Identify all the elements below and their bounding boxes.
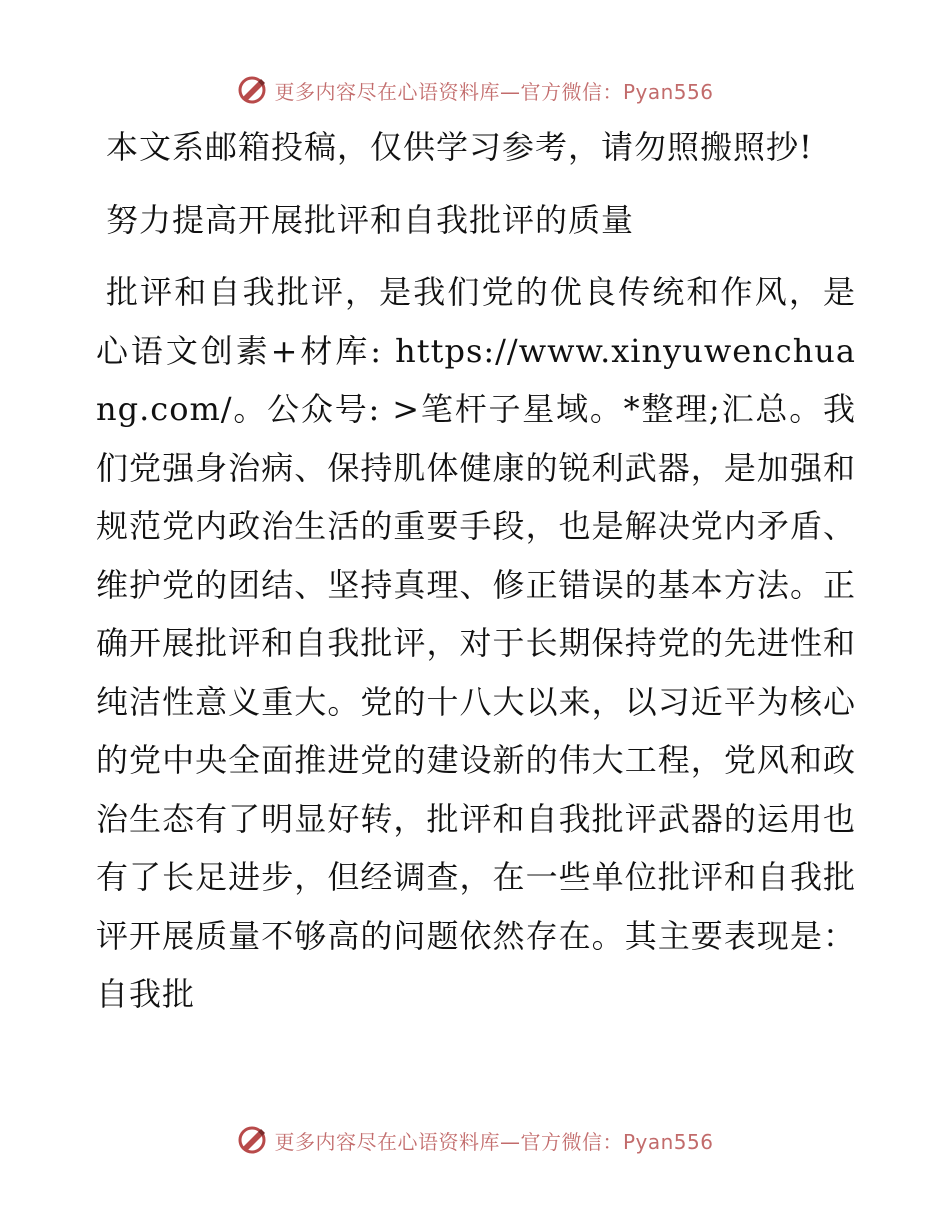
- document-title: 努力提高开展批评和自我批评的质量: [106, 200, 635, 239]
- header-banner-content: [236, 74, 713, 106]
- notice-text: 本文系邮箱投稿，仅供学习参考，请勿照搬照抄!: [106, 128, 813, 166]
- document-content: [96, 118, 856, 1024]
- header-banner: [0, 70, 950, 110]
- header-banner-text: 更多内容尽在心语资料库—官方微信：Pyan556: [274, 79, 714, 104]
- pen-logo-icon: [236, 1124, 268, 1156]
- body-paragraph: 批评和自我批评，是我们党的优良传统和作风，是心语文创素+材库: https://www.xinyuwenchuang.com/。公众号: >笔杆子星域。*整理;汇总。我们党强身治病、保持肌体健康的锐利武器，是加强和规范党内政治生活的重要手段，也是解决党内矛盾、维护党的团结、坚持真理、修正错误的基本方法。正确开展批评和自我批评，对于长期保持党的先进性和纯洁性意义重大。党的十八大以来，以习近平为核心的党中央全面推进党的建设新的伟大工程，党风和政治生态有了明显好转，批评和自我批评武器的运用也有了长足进步，但经调查，在一些单位批评和自我批评开展质量不够高的问题依然存在。其主要表现是：自我批: [96, 273, 856, 1013]
- pen-logo-icon: [236, 74, 268, 106]
- spacer: [96, 249, 856, 263]
- spacer: [96, 177, 856, 191]
- footer-banner-content: [236, 1124, 713, 1156]
- footer-banner-text: 更多内容尽在心语资料库—官方微信：Pyan556: [274, 1129, 714, 1154]
- footer-banner: [0, 1120, 950, 1160]
